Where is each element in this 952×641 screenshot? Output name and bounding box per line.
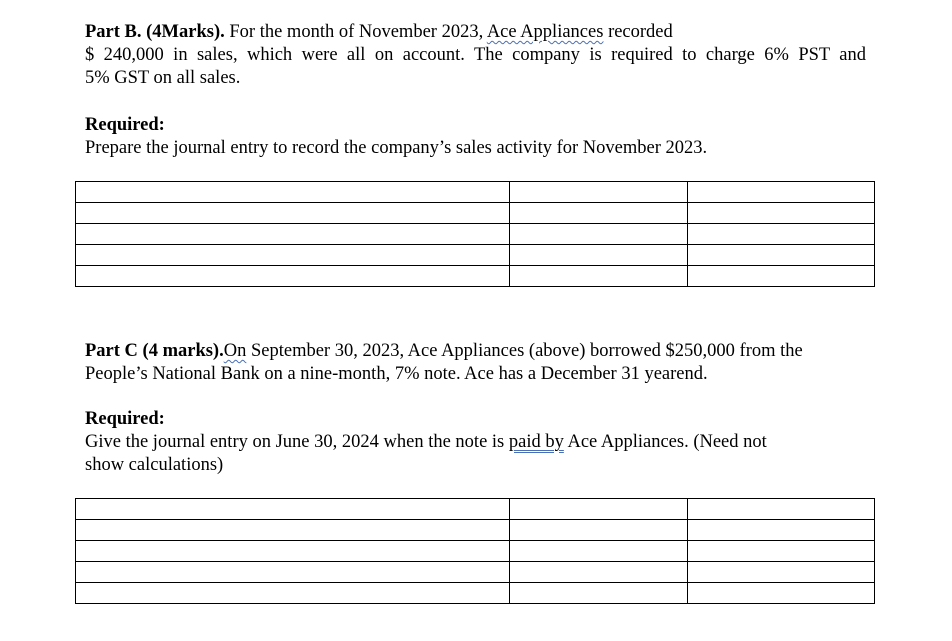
part-c-paid-by: paid by bbox=[508, 432, 564, 452]
credit-cell[interactable] bbox=[688, 562, 875, 583]
part-b-required-text: Prepare the journal entry to record the company’s sales activity for November 2023. bbox=[85, 138, 708, 158]
table-row bbox=[76, 541, 875, 562]
part-b-paragraph bbox=[85, 21, 673, 44]
part-c-required-end: Ace Appliances. (Need not bbox=[563, 432, 767, 452]
part-b-line2-wrap bbox=[85, 44, 866, 67]
part-c-line1-text: September 30, 2023, Ace Appliances (above) borrowed $250,000 from the bbox=[246, 341, 803, 361]
part-c-required-label: Required: bbox=[85, 409, 165, 429]
part-c-paragraph bbox=[85, 340, 803, 363]
table-row bbox=[76, 224, 875, 245]
debit-cell[interactable] bbox=[510, 520, 688, 541]
table-row bbox=[76, 520, 875, 541]
debit-cell[interactable] bbox=[510, 224, 688, 245]
credit-cell[interactable] bbox=[688, 541, 875, 562]
debit-cell[interactable] bbox=[510, 499, 688, 520]
account-cell[interactable] bbox=[76, 583, 510, 604]
account-cell[interactable] bbox=[76, 520, 510, 541]
debit-cell[interactable] bbox=[510, 541, 688, 562]
table-row bbox=[76, 266, 875, 287]
credit-cell[interactable] bbox=[688, 182, 875, 203]
credit-cell[interactable] bbox=[688, 245, 875, 266]
part-c-required-line2: show calculations) bbox=[85, 455, 224, 475]
part-c-required-text bbox=[85, 431, 767, 454]
part-c-on-word: On bbox=[223, 341, 247, 361]
table-row bbox=[76, 583, 875, 604]
table-row bbox=[76, 182, 875, 203]
part-b-journal-table bbox=[75, 181, 875, 287]
debit-cell[interactable] bbox=[510, 182, 688, 203]
part-b-line2: $ 240,000 in sales, which were all on account. The company is required to charge 6% PST and bbox=[85, 45, 866, 65]
account-cell[interactable] bbox=[76, 203, 510, 224]
table-row bbox=[76, 499, 875, 520]
part-c-heading: Part C (4 marks). bbox=[85, 341, 224, 361]
credit-cell[interactable] bbox=[688, 224, 875, 245]
part-b-heading: Part B. (4Marks). bbox=[85, 22, 225, 42]
debit-cell[interactable] bbox=[510, 266, 688, 287]
part-b-required-label: Required: bbox=[85, 115, 165, 135]
table-row bbox=[76, 245, 875, 266]
account-cell[interactable] bbox=[76, 245, 510, 266]
part-b-line3: 5% GST on all sales. bbox=[85, 68, 241, 88]
credit-cell[interactable] bbox=[688, 520, 875, 541]
part-c-journal-table bbox=[75, 498, 875, 604]
account-cell[interactable] bbox=[76, 182, 510, 203]
account-cell[interactable] bbox=[76, 266, 510, 287]
table-row bbox=[76, 562, 875, 583]
account-cell[interactable] bbox=[76, 541, 510, 562]
debit-cell[interactable] bbox=[510, 203, 688, 224]
account-cell[interactable] bbox=[76, 224, 510, 245]
credit-cell[interactable] bbox=[688, 499, 875, 520]
part-c-line2: People’s National Bank on a nine-month, 7% note. Ace has a December 31 yearend. bbox=[85, 364, 708, 384]
table-row bbox=[76, 203, 875, 224]
credit-cell[interactable] bbox=[688, 203, 875, 224]
account-cell[interactable] bbox=[76, 562, 510, 583]
credit-cell[interactable] bbox=[688, 266, 875, 287]
debit-cell[interactable] bbox=[510, 245, 688, 266]
part-c-required-start: Give the journal entry on June 30, 2024 when the note is bbox=[85, 432, 509, 452]
credit-cell[interactable] bbox=[688, 583, 875, 604]
part-b-company-name: Ace Appliances bbox=[486, 22, 604, 42]
debit-cell[interactable] bbox=[510, 562, 688, 583]
part-b-line1-text: For the month of November 2023, bbox=[224, 22, 487, 42]
part-b-line1-end: recorded bbox=[603, 22, 673, 42]
debit-cell[interactable] bbox=[510, 583, 688, 604]
account-cell[interactable] bbox=[76, 499, 510, 520]
